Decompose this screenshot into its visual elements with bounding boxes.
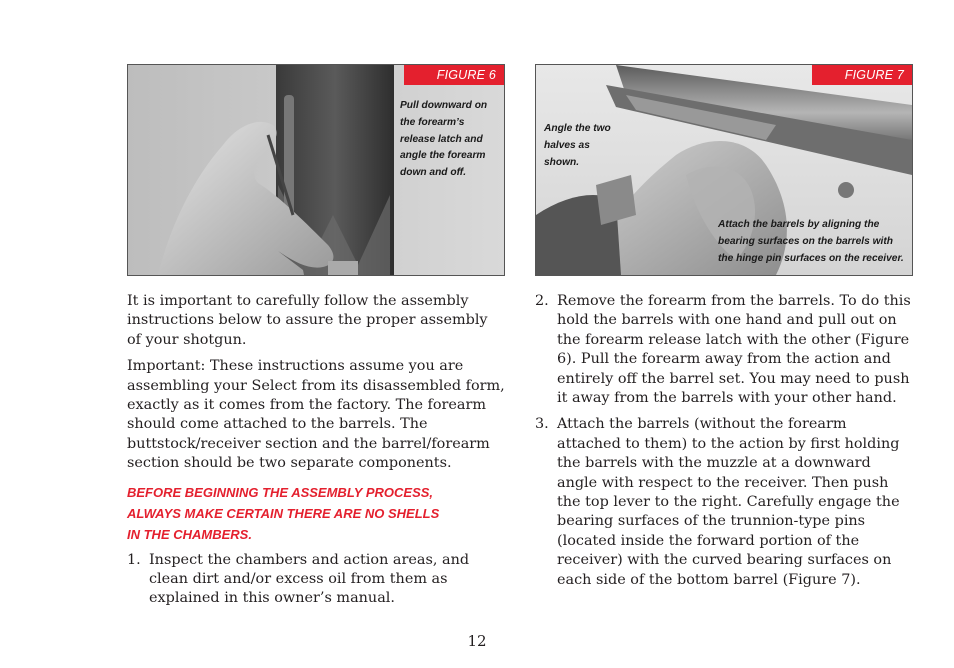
page-number: 12 xyxy=(467,632,487,650)
step-text: Inspect the chambers and action areas, and clean dirt and/or excess oil from them as explained in this owner’s manual. xyxy=(149,551,470,607)
right-column xyxy=(535,292,913,597)
safety-warning xyxy=(127,482,505,545)
warning-line: IN THE CHAMBERS. xyxy=(127,526,252,542)
figure-6-label: FIGURE 6 xyxy=(404,65,504,85)
figure-7 xyxy=(535,64,913,276)
figure-6 xyxy=(127,64,505,276)
warning-line: ALWAYS MAKE CERTAIN THERE ARE NO SHELLS xyxy=(127,505,440,521)
figure-7-label: FIGURE 7 xyxy=(812,65,912,85)
figure-6-caption: Pull downward on the forearm’s release latch and angle the forearm down and off. xyxy=(400,100,488,179)
important-paragraph: Important: These instructions assume you are assembling your Select from its disassembled form, exactly as it comes from the factory. The forearm should come attached to the barrels. The buttstock/receiver section and the barrel/forearm section should be two separate components. xyxy=(127,358,505,472)
intro-paragraph: It is important to carefully follow the assembly instructions below to assure the proper assembly of your shotgun. xyxy=(127,293,488,348)
figure-7-caption-right: Attach the barrels by aligning the bearing surfaces on the barrels with the hinge pin surfaces on the receiver. xyxy=(718,219,904,264)
warning-line: BEFORE BEGINNING THE ASSEMBLY PROCESS, xyxy=(127,484,434,500)
step-2 xyxy=(535,292,913,408)
step-number: 2. xyxy=(535,293,549,309)
left-column xyxy=(127,292,505,616)
step-1 xyxy=(127,551,505,609)
step-3 xyxy=(535,415,913,590)
step-number: 3. xyxy=(535,416,549,433)
step-number: 1. xyxy=(127,551,141,568)
step-text: Remove the forearm from the barrels. To do this hold the barrels with one hand and pull out on the forearm release latch with the other (Figure 6). Pull the forearm away from the action and entirely off the barrel set. You may need to push it away from the barrels with your other hand. xyxy=(557,293,911,407)
figure-7-caption-left: Angle the two halves as shown. xyxy=(544,123,611,168)
step-text: Attach the barrels (without the forearm attached to them) to the action by first holding the barrels with the muzzle at a downward angle with respect to the receiver. Then push the top lever to the right. Carefully engage the bearing surfaces of the trunnion-type pins (located inside the forward portion of the receiver) with the curved bearing surfaces on each side of the bottom barrel (Figure 7). xyxy=(557,416,900,588)
